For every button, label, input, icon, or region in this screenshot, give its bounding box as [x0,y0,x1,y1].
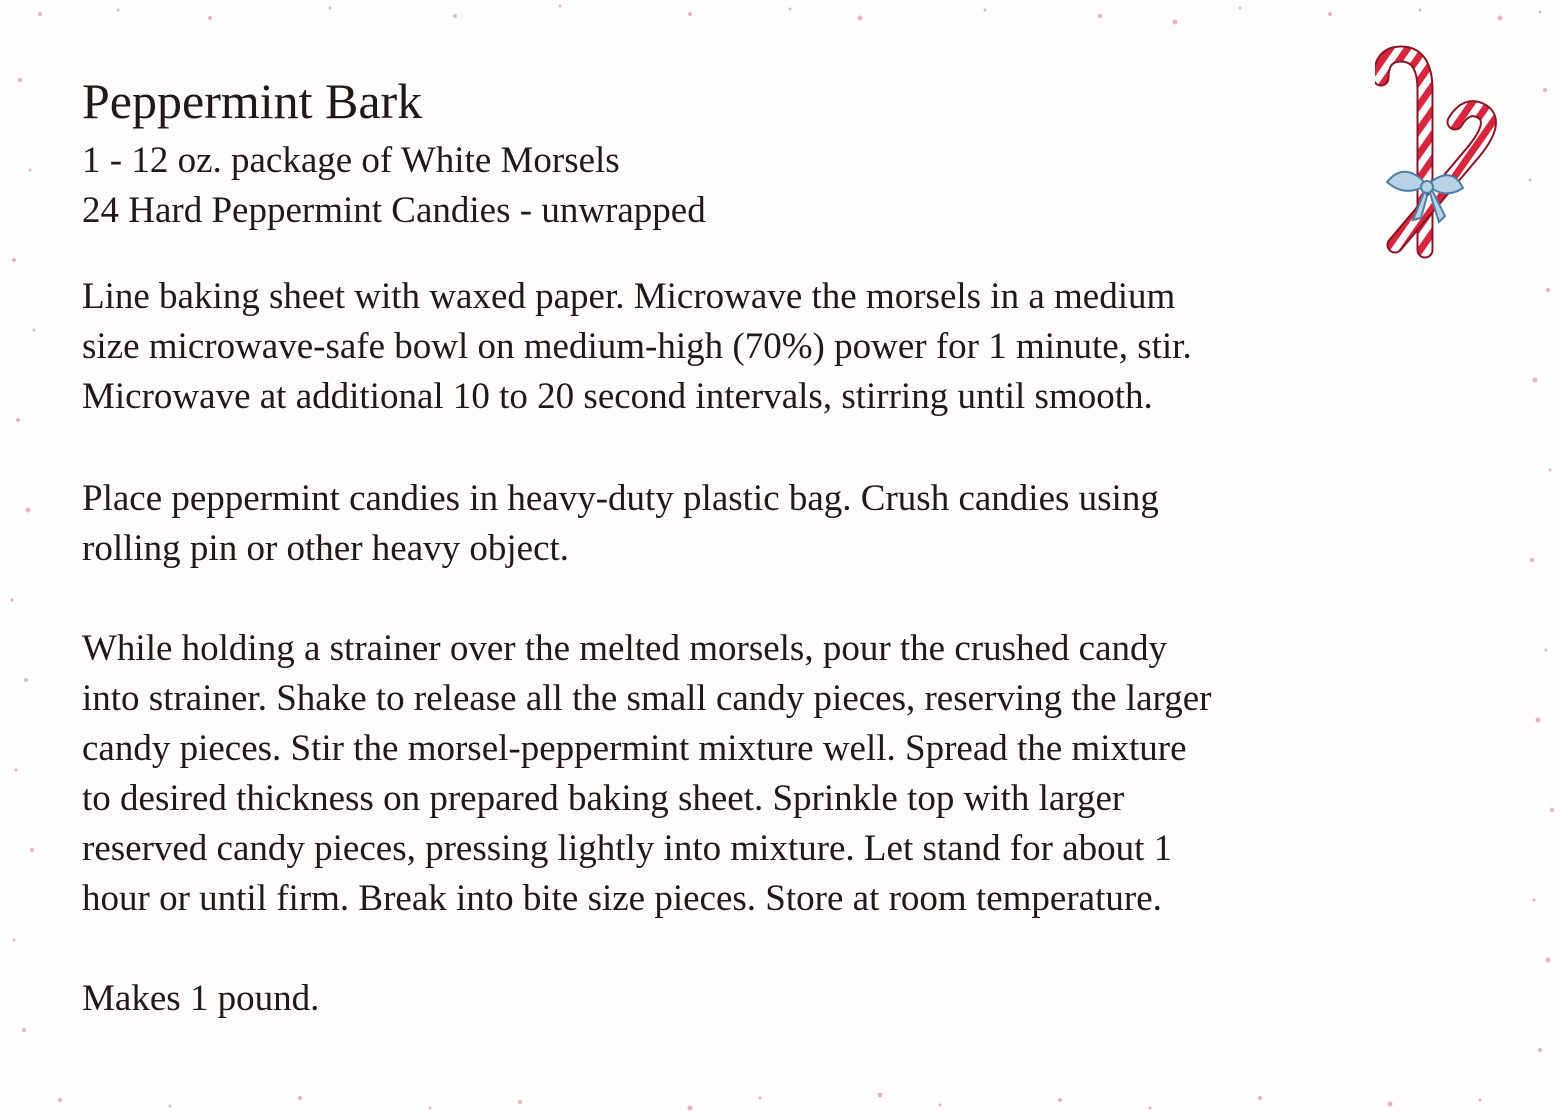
instruction-line: candy pieces. Stir the morsel-peppermint mixture well. Spread the mixture [82,728,1187,769]
instruction-line: into strainer. Shake to release all the small candy pieces, reserving the larger [82,678,1212,719]
instruction-step-2 [82,474,1502,574]
recipe-content [82,70,1502,1024]
recipe-title: Peppermint Bark [82,73,423,129]
ingredient-item: 24 Hard Peppermint Candies - unwrapped [82,190,706,231]
recipe-yield: Makes 1 pound. [82,978,320,1019]
instruction-step-1 [82,272,1502,422]
instruction-line: hour or until firm. Break into bite size pieces. Store at room temperature. [82,878,1162,919]
instruction-line: Place peppermint candies in heavy-duty plastic bag. Crush candies using [82,478,1159,519]
instruction-line: Line baking sheet with waxed paper. Microwave the morsels in a medium [82,276,1176,317]
instruction-line: Microwave at additional 10 to 20 second intervals, stirring until smooth. [82,376,1153,417]
instruction-line: rolling pin or other heavy object. [82,528,570,569]
ingredients-list [82,136,1502,236]
instruction-line: size microwave-safe bowl on medium-high (70%) power for 1 minute, stir. [82,326,1192,367]
instruction-step-3 [82,624,1502,924]
instruction-line: While holding a strainer over the melted morsels, pour the crushed candy [82,628,1167,669]
instruction-line: reserved candy pieces, pressing lightly into mixture. Let stand for about 1 [82,828,1173,869]
ingredient-item: 1 - 12 oz. package of White Morsels [82,140,620,181]
instruction-line: to desired thickness on prepared baking sheet. Sprinkle top with larger [82,778,1125,819]
